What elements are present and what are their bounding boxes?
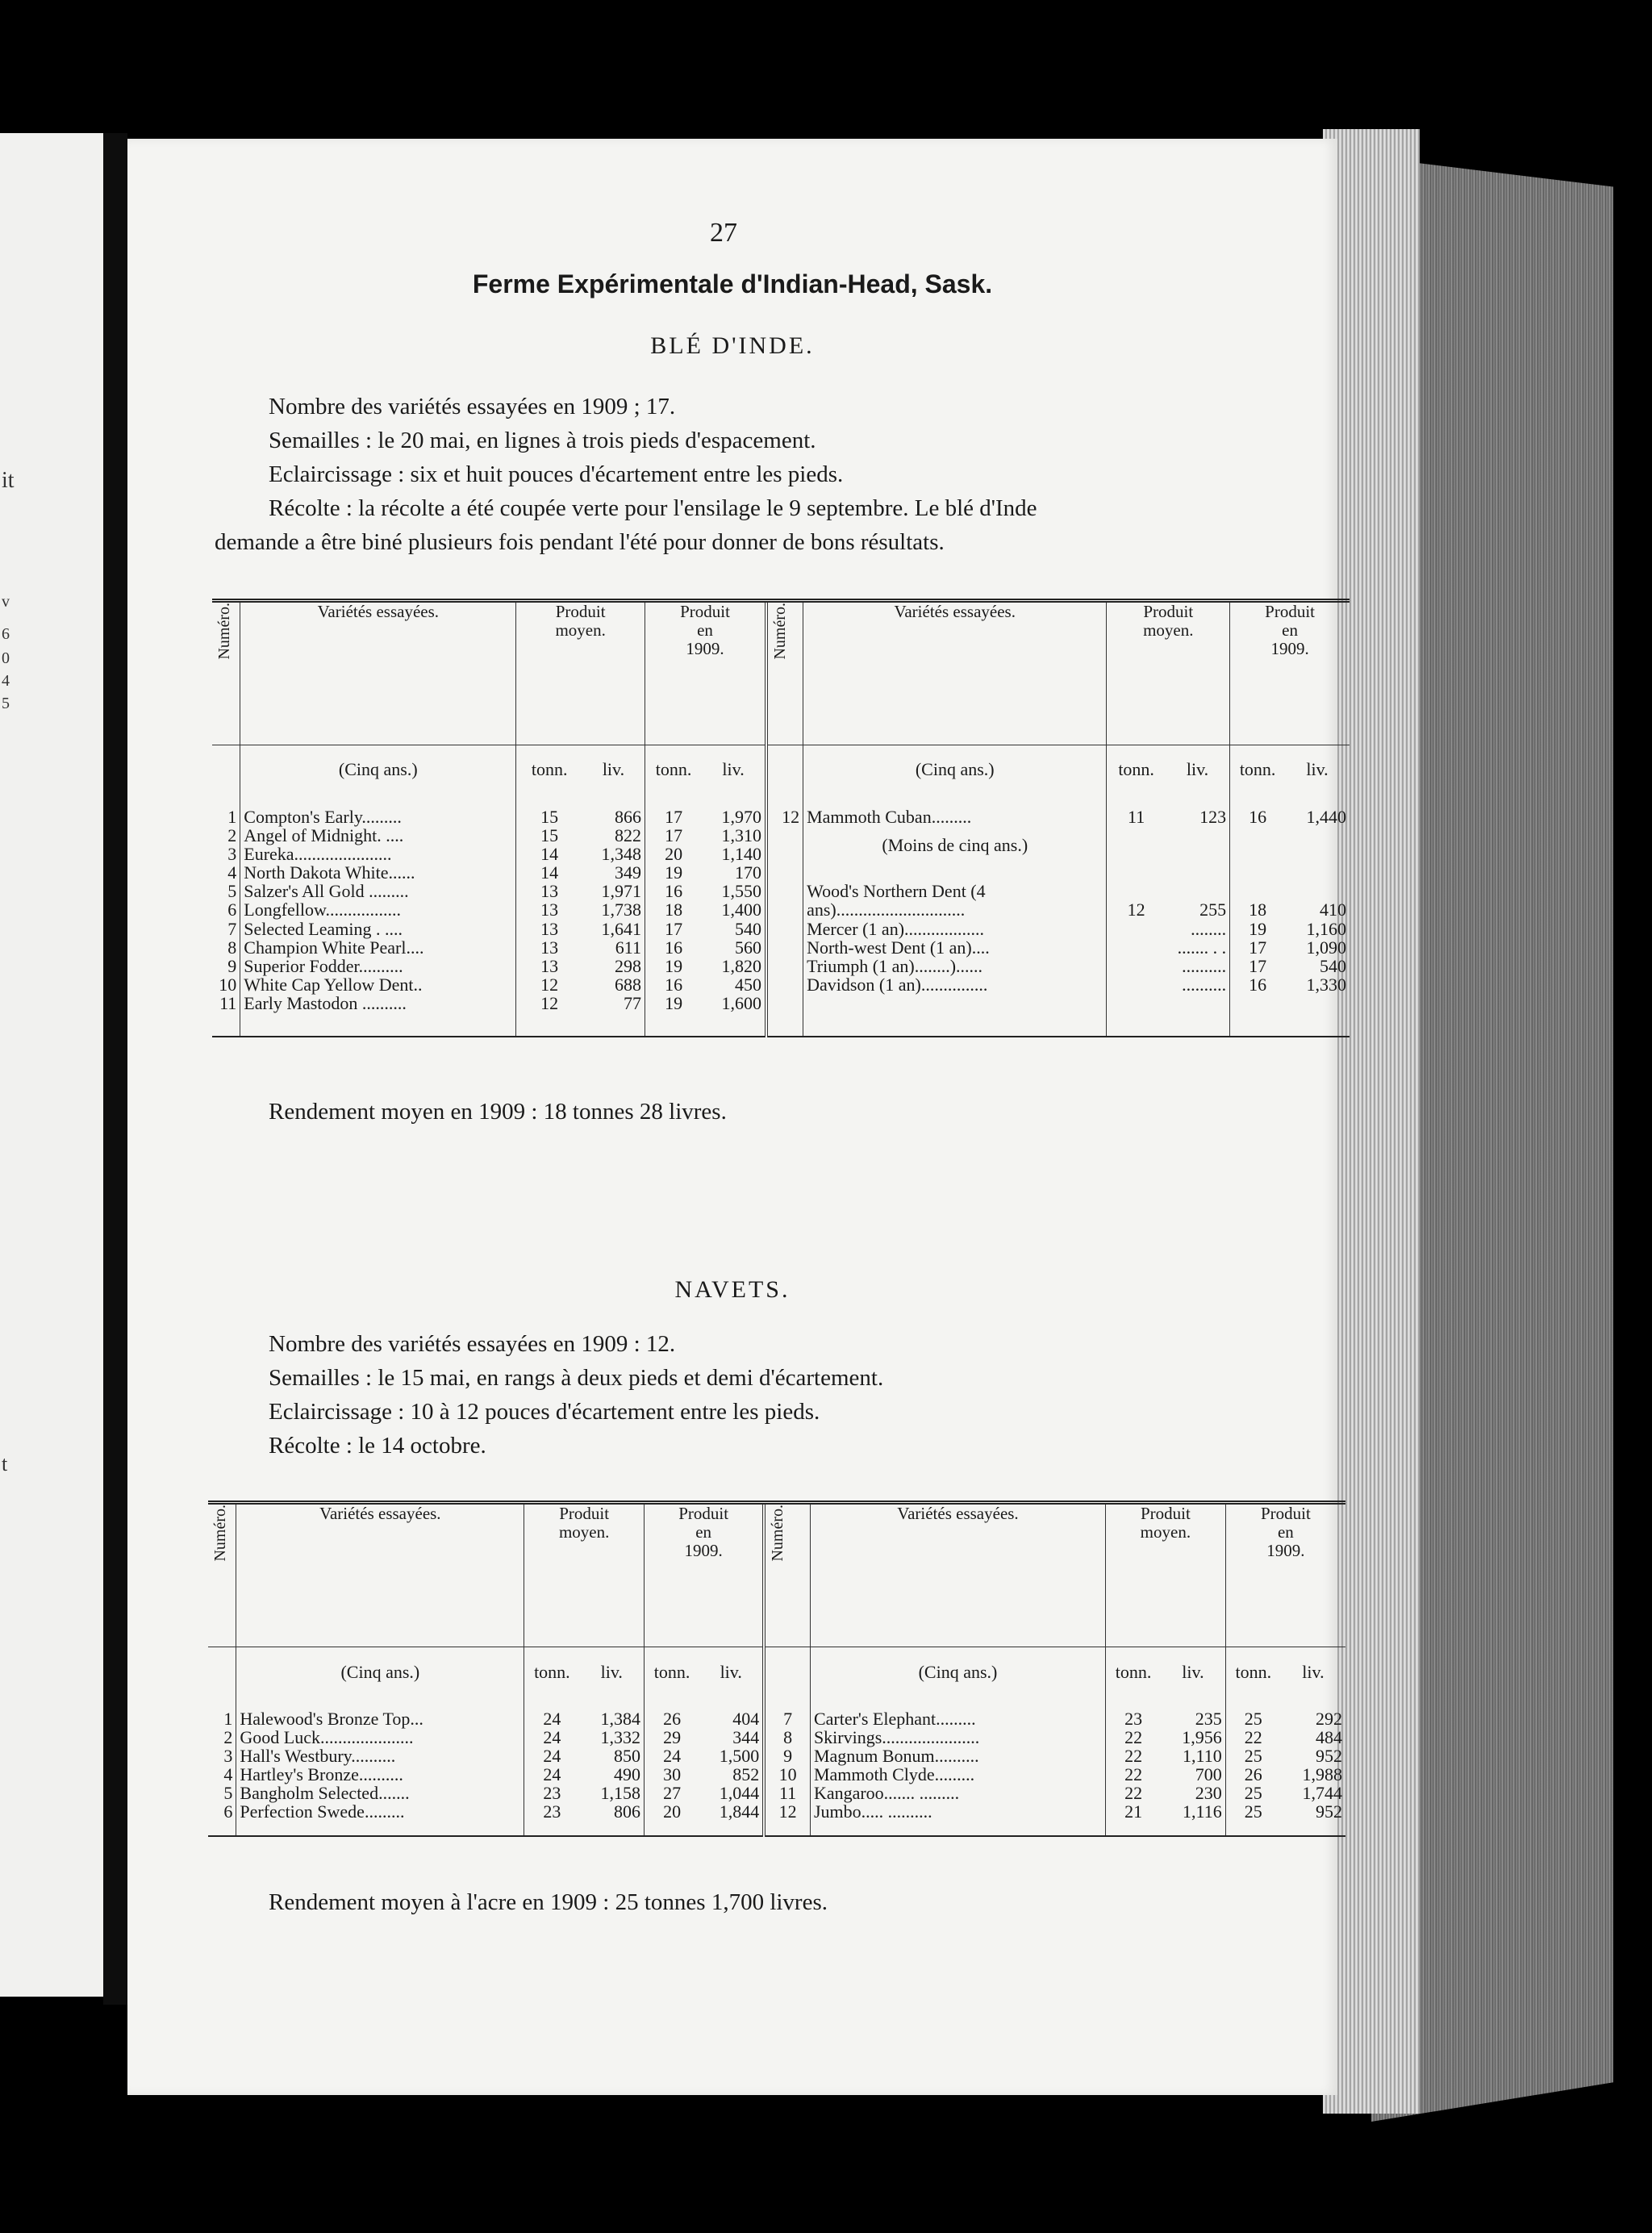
left-page-fragment: t: [2, 1452, 8, 1475]
section-title-ble-dinde: BLÉ D'INDE.: [650, 332, 815, 359]
unit-label: liv.: [600, 1661, 623, 1682]
table-row: 2 Good Luck..................... 24 1,332 29 344 8 Skirvings...................... 22 1,956 22 484: [223, 1727, 1342, 1748]
table-row: 6 Perfection Swede......... 23 806 20 1,844 12 Jumbo..... .......... 21 1,116 25 952: [223, 1801, 1342, 1822]
page-number: 27: [710, 218, 737, 248]
header-year: Produit en 1909.: [1230, 601, 1350, 738]
unit-label: liv.: [1306, 758, 1329, 779]
table-row: 1 Halewood's Bronze Top... 24 1,384 26 404 7 Carter's Elephant......... 23 235 25 292: [223, 1709, 1342, 1729]
group-label: (Cinq ans.): [803, 745, 1107, 793]
header-year: Produit en 1909.: [645, 1503, 765, 1640]
table-row: 5 Salzer's All Gold ......... 13 1,971 16 1,550 Wood's Northern Dent (4: [212, 882, 1350, 900]
left-page-fragment: v: [2, 593, 10, 611]
unit-label: tonn.: [1230, 745, 1285, 793]
header-avg: Produit moyen.: [1107, 601, 1230, 738]
header-avg: Produit moyen.: [524, 1503, 645, 1640]
unit-label: tonn.: [645, 745, 702, 793]
header-variety: Variétés essayées.: [803, 601, 1107, 738]
left-page-fragment: 6: [2, 625, 10, 643]
table-row: 2 Angel of Midnight. .... 15 822 17 1,310 (Moins de cinq ans.): [212, 826, 1350, 845]
group-label: (Cinq ans.): [236, 1647, 524, 1697]
intro-line: Nombre des variétés essayées en 1909 : 12.: [269, 1331, 676, 1357]
intro-line: Eclaircissage : six et huit pouces d'écartement entre les pieds.: [269, 461, 844, 487]
intro-line: Semailles : le 20 mai, en lignes à trois pieds d'espacement.: [269, 428, 816, 453]
table-row: 3 Eureka...................... 14 1,348 20 1,140: [212, 845, 1350, 863]
left-facing-page: [0, 133, 109, 1997]
section-title-navets: NAVETS.: [674, 1276, 791, 1303]
left-page-fragment: 4: [2, 672, 10, 690]
left-page-fragment: 5: [2, 695, 10, 712]
left-page-fragment: it: [2, 468, 15, 493]
page-heading: Ferme Expérimentale d'Indian-Head, Sask.: [472, 269, 993, 298]
group-label: (Moins de cinq ans.): [803, 826, 1107, 863]
unit-label: tonn.: [516, 745, 582, 793]
table-row: 8 Champion White Pearl.... 13 611 16 560 North-west Dent (1 an).... ....... . . 17 1,090: [227, 937, 1346, 958]
ble-dinde-table: [212, 599, 1350, 1037]
navets-table: [208, 1500, 1345, 1837]
header-numero: Numéro.: [211, 1505, 229, 1562]
header-numero: Numéro.: [766, 601, 803, 738]
unit-label: tonn.: [645, 1647, 700, 1697]
table-row: 10 White Cap Yellow Dent.. 12 688 16 450 Davidson (1 an)............... .......... 16 1,330: [219, 974, 1346, 995]
unit-label: tonn.: [1107, 745, 1166, 793]
unit-label: tonn.: [1225, 1647, 1281, 1697]
table-row: 7 Selected Leaming . .... 13 1,641 17 540 Mercer (1 an).................. ........ 19 1,160: [227, 918, 1346, 939]
table-row: 5 Bangholm Selected....... 23 1,158 27 1,044 11 Kangaroo....... ......... 22 230 25 1,744: [223, 1783, 1342, 1804]
table-row: 4 Hartley's Bronze.......... 24 490 30 852 10 Mammoth Clyde......... 22 700 26 1,988: [223, 1764, 1342, 1785]
header-year: Produit en 1909.: [1225, 1503, 1345, 1640]
header-year: Produit en 1909.: [645, 601, 766, 738]
unit-label: liv.: [602, 758, 625, 779]
header-avg: Produit moyen.: [516, 601, 645, 738]
table-row: 4 North Dakota White...... 14 349 19 170: [212, 863, 1350, 882]
intro-line: Semailles : le 15 mai, en rangs à deux pieds et demi d'écartement.: [269, 1365, 884, 1391]
table-row: 9 Superior Fodder.......... 13 298 19 1,820 Triumph (1 an)........)...... .......... 17 540: [227, 955, 1346, 976]
header-variety: Variétés essayées.: [810, 1503, 1105, 1640]
header-avg: Produit moyen.: [1106, 1503, 1226, 1640]
unit-label: tonn.: [524, 1647, 580, 1697]
intro-line: Récolte : la récolte a été coupée verte pour l'ensilage le 9 septembre. Le blé d'Inde: [269, 495, 1037, 521]
table-row: 1 Compton's Early......... 15 866 17 1,970 12 Mammoth Cuban......... 11 123 16 1,440: [227, 807, 1346, 827]
table-row: 11 Early Mastodon .......... 12 77 19 1,600: [212, 994, 1350, 1012]
group-label: (Cinq ans.): [240, 745, 516, 793]
header-numero: Numéro.: [215, 603, 233, 660]
summary-ble-dinde: Rendement moyen en 1909 : 18 tonnes 28 livres.: [269, 1099, 727, 1125]
intro-line: demande a être biné plusieurs fois pendant l'été pour donner de bons résultats.: [215, 529, 945, 555]
unit-label: liv.: [1302, 1661, 1325, 1682]
table-row: 6 Longfellow................. 13 1,738 18 1,400 ans)............................. 12 255 18 410: [227, 899, 1346, 920]
header-numero: Numéro.: [764, 1503, 810, 1640]
unit-label: liv.: [722, 758, 745, 779]
intro-line: Eclaircissage : 10 à 12 pouces d'écartement entre les pieds.: [269, 1399, 820, 1425]
book-gutter: [103, 133, 127, 2005]
header-variety: Variétés essayées.: [240, 601, 516, 738]
header-variety: Variétés essayées.: [236, 1503, 524, 1640]
document-page: [127, 139, 1346, 2095]
unit-label: tonn.: [1106, 1647, 1162, 1697]
unit-label: liv.: [720, 1661, 742, 1682]
intro-line: Nombre des variétés essayées en 1909 ; 17.: [269, 394, 676, 419]
table-row: 3 Hall's Westbury.......... 24 850 24 1,500 9 Magnum Bonum.......... 22 1,110 25 952: [223, 1746, 1342, 1767]
unit-label: liv.: [1186, 758, 1209, 779]
group-label: (Cinq ans.): [810, 1647, 1105, 1697]
unit-label: liv.: [1182, 1661, 1204, 1682]
left-page-fragment: 0: [2, 649, 10, 667]
intro-line: Récolte : le 14 octobre.: [269, 1433, 486, 1459]
summary-navets: Rendement moyen à l'acre en 1909 : 25 tonnes 1,700 livres.: [269, 1889, 828, 1915]
